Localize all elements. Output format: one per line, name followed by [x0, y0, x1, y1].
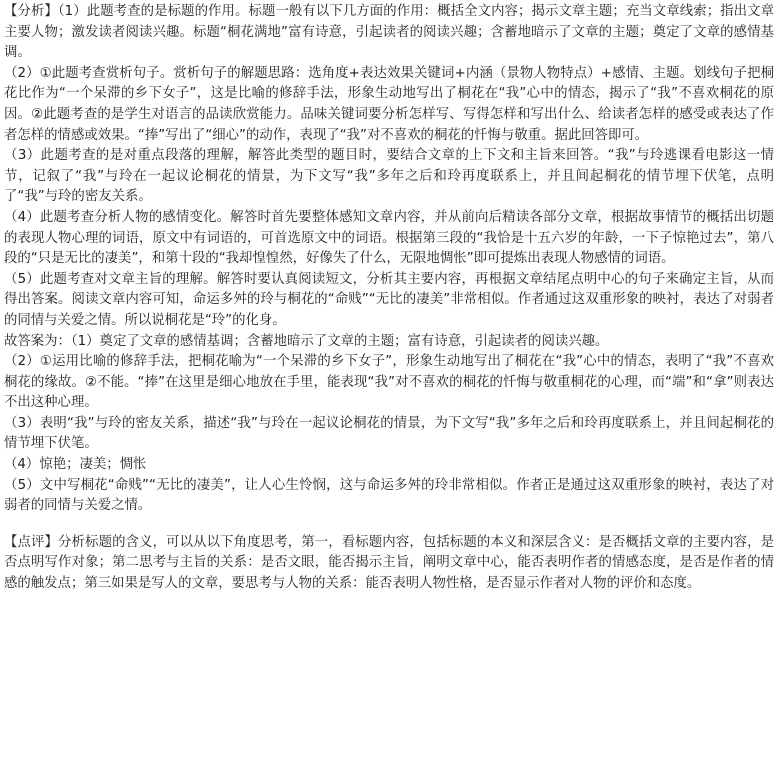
analysis-paragraph-3: （3）此题考查的是对重点段落的理解，解答此类型的题目时，要结合文章的上下文和主旨来回答。“我”与玲逃课看电影这一情节，记叙了“我”与玲在一起议论桐花的情景，为下文写“我”多年之后和玲再度联系上，并且间起桐花的情节埋下伏笔，点明了“我”与玲的密友关系。 [4, 148, 774, 205]
answer-5: （5）文中写桐花“命贱”“无比的凄美”，让人心生怜悯，这与命运多舛的玲非常相似。作者正是通过这双重形象的映衬，表达了对弱者的同情与关爱之情。 [4, 477, 774, 514]
answer-summary-1: 故答案为：（1）奠定了文章的感情基调；含蓄地暗示了文章的主题；富有诗意，引起读者的阅读兴趣。 [4, 333, 609, 349]
analysis-paragraph-1: 【分析】（1）此题考查的是标题的作用。标题一般有以下几方面的作用：概括全文内容；揭示文章主题；充当文章线索；指出文章主要人物；激发读者阅读兴趣。标题“桐花满地”富有诗意，引起读者的阅读兴趣；含蓄地暗示了文章的主题；奠定了文章的感情基调。 [4, 4, 774, 61]
comment-paragraph: 【点评】分析标题的含义，可以从以下角度思考，第一，看标题内容，包括标题的本义和深层含义：是否概括文章的主要内容，是否点明写作对象；第二思考与主旨的关系：是否文眼，能否揭示主旨，阐明文章中心，能否表明作者的情感态度，是否是作者的情感的触发点；第三如果是写人的文章，要思考与人物的关系：能否表明人物性格，是否显示作者对人物的评价和态度。 [4, 534, 774, 592]
section-gap [4, 517, 774, 533]
answer-3: （3）表明“我”与玲的密友关系，描述“我”与玲在一起议论桐花的情景，为下文写“我”多年之后和玲再度联系上，并且间起桐花的情节埋下伏笔。 [4, 415, 774, 452]
analysis-paragraph-4: （4）此题考查分析人物的感情变化。解答时首先要整体感知文章内容，并从前向后精读各部分文章，根据故事情节的概括出切题的表现人物心理的词语，原文中有词语的，可首选原文中的词语。根据第三段的“我恰是十五六岁的年龄，一下子惊艳过去”，第八段的“只是无比的凄美”，和第十段的“我却惶惶然，好像失了什么，无限地惆怅”即可提炼出表现人物感情的词语。 [4, 209, 774, 267]
answer-2: （2）①运用比喻的修辞手法，把桐花喻为“一个呆滞的乡下女子”，形象生动地写出了桐花在“我”心中的情态，表明了“我”不喜欢桐花的缘故。②不能。“捧”在这里是细心地放在手里，能表现“我”对不喜欢的桐花的忏悔与敬重桐花的心理，而“端”和“拿”则表达不出这种心理。 [4, 354, 774, 411]
answer-4: （4）惊艳；凄美；惆怅 [4, 457, 147, 473]
analysis-paragraph-5: （5）此题考查对文章主旨的理解。解答时要认真阅读短文，分析其主要内容，再根据文章结尾点明中心的句子来确定主旨，从而得出答案。阅读文章内容可知，命运多舛的玲与桐花的“命贱”“无比的凄美”非常相似。作者通过这双重形象的映衬，表达了对弱者的同情与关爱之情。所以说桐花是“玲”的化身。 [4, 271, 774, 328]
analysis-paragraph-2: （2）①此题考查赏析句子。赏析句子的解题思路：选角度+表达效果关键词+内涵（景物人物特点）+感情、主题。划线句子把桐花比作为“一个呆滞的乡下女子”，这是比喻的修辞手法，形象生动地写出了桐花在“我”心中的情态，揭示了“我”不喜欢桐花的原因。②此题考查的是学生对语言的品读欣赏能力。品味关键词要分析怎样写、写得怎样和写出什么、给读者怎样的感受或表达了作者怎样的情感或效果。“捧”写出了“细心”的动作，表现了“我”对不喜欢的桐花的忏悔与敬重。据此回答即可。 [4, 65, 774, 143]
